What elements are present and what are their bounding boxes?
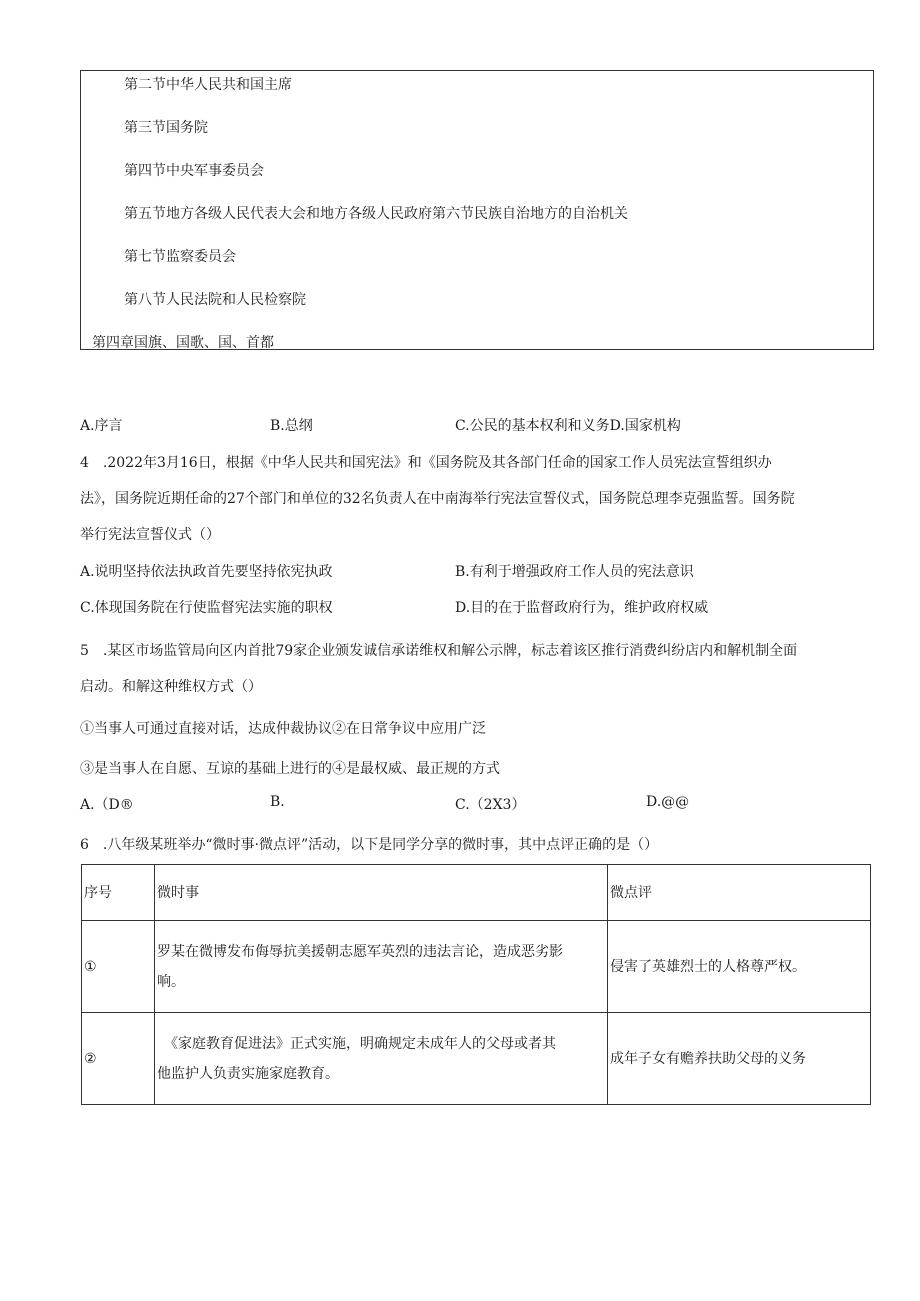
row-event-line: 他监护人负责实施家庭教育。 — [157, 1065, 339, 1082]
q5-option-d[interactable]: D.@@ — [646, 794, 690, 810]
contents-line: 第二节中华人民共和国主席 — [124, 77, 292, 93]
q3-option-cd[interactable]: C.公民的基本权利和义务D.国家机构 — [455, 418, 681, 434]
q4-option-b[interactable]: B.有利于增强政府工作人员的宪法意识 — [455, 564, 694, 580]
row-number: ① — [82, 921, 155, 1013]
row-comment: 侵害了英雄烈士的人格尊严权。 — [608, 921, 871, 1013]
q5-options — [80, 794, 874, 814]
row-event — [155, 1013, 608, 1105]
table-row — [82, 1013, 871, 1105]
q4-option-d[interactable]: D.目的在于监督政府行为，维护政府权威 — [455, 600, 709, 616]
contents-line: 第四节中央军事委员会 — [124, 163, 264, 179]
q6-stem: 6 .八年级某班举办“微时事·微点评”活动，以下是同学分享的微时事，其中点评正确的是（） — [80, 837, 659, 853]
contents-line: 第五节地方各级人民代表大会和地方各级人民政府第六节民族自治地方的自治机关 — [124, 206, 628, 222]
row-number: ② — [82, 1013, 155, 1105]
q5-statement-line: ③是当事人在自愿、互谅的基础上进行的④是最权威、最正规的方式 — [80, 761, 500, 777]
q5-option-b[interactable]: B. — [270, 794, 285, 810]
row-event-line: 《家庭教育促进法》正式实施，明确规定未成年人的父母或者其 — [157, 1035, 556, 1052]
row-event-line: 响。 — [157, 973, 185, 990]
header-number: 序号 — [82, 865, 155, 921]
row-comment: 成年子女有赡养扶助父母的义务 — [608, 1013, 871, 1105]
contents-line-chapter: 第四章国旗、国歌、国、首都 — [92, 335, 274, 351]
header-comment: 微点评 — [608, 865, 871, 921]
row-event-line: 罗某在微博发布侮辱抗美援朝志愿军英烈的违法言论，造成恶劣影 — [157, 943, 563, 960]
q5-option-c[interactable]: C.（2X3） — [455, 797, 526, 813]
table-of-contents-box — [80, 70, 874, 350]
header-event: 微时事 — [155, 865, 608, 921]
contents-line: 第三节国务院 — [124, 120, 208, 136]
q3-option-a[interactable]: A.序言 — [80, 418, 123, 434]
q4-option-c[interactable]: C.体现国务院在行使监督宪法实施的职权 — [80, 600, 333, 616]
q5-stem-line: 5 .某区市场监管局向区内首批79家企业颁发诚信承诺维权和解公示牌，标志着该区推行消费纠纷店内和解机制全面 — [80, 643, 798, 659]
contents-line: 第七节监察委员会 — [124, 249, 236, 265]
q3-options — [80, 415, 874, 435]
micro-news-table — [81, 864, 871, 1105]
q4-stem-line: 法》，国务院近期任命的27个部门和单位的32名负责人在中南海举行宪法宣誓仪式，国务院总理李克强监誓。国务院 — [80, 491, 795, 507]
q5-stem-line: 启动。和解这种维权方式（） — [80, 679, 262, 695]
q4-stem-line: 举行宪法宣誓仪式（） — [80, 527, 220, 543]
table-header-row — [82, 865, 871, 921]
row-event — [155, 921, 608, 1013]
q5-statement-line: ①当事人可通过直接对话，达成仲裁协议②在日常争议中应用广泛 — [80, 721, 486, 737]
q5-option-a[interactable]: A.（D® — [80, 797, 134, 813]
q4-option-a[interactable]: A.说明坚持依法执政首先要坚持依宪执政 — [80, 564, 333, 580]
q3-option-b[interactable]: B.总纲 — [270, 418, 313, 434]
table-row — [82, 921, 871, 1013]
q4-stem-line: 4 .2022年3月16日，根据《中华人民共和国宪法》和《国务院及其各部门任命的国家工作人员宪法宣誓组织办 — [80, 455, 772, 471]
contents-line: 第八节人民法院和人民检察院 — [124, 292, 306, 308]
